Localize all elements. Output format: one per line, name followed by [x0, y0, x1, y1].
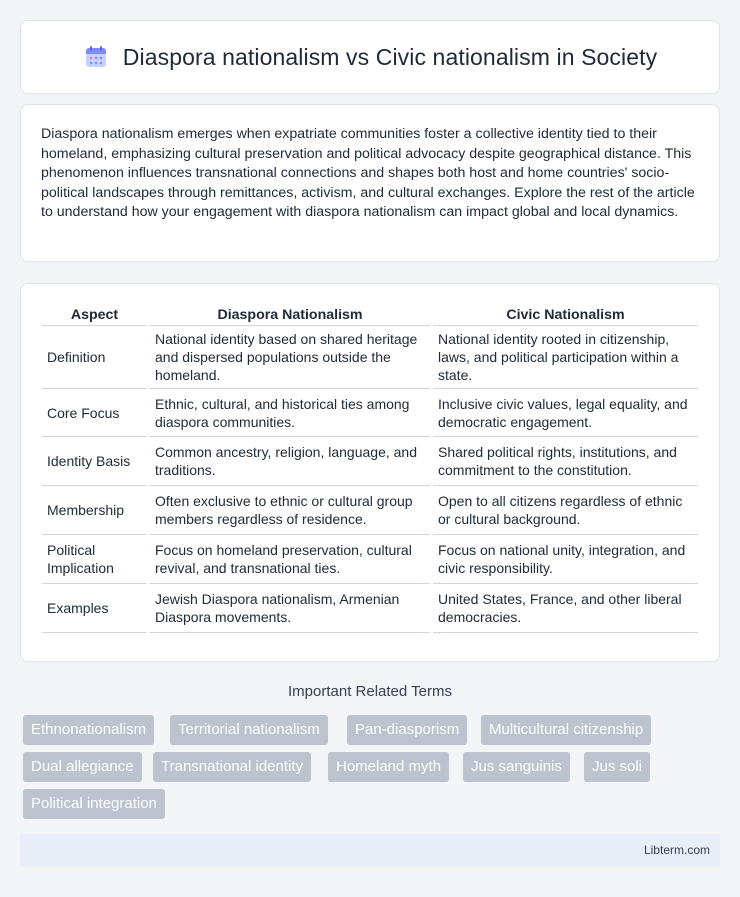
row-diaspora: Focus on homeland preservation, cultural revival, and transnational ties. — [150, 535, 430, 584]
intro-card — [20, 104, 720, 262]
related-term-tag[interactable]: Homeland myth — [328, 752, 449, 782]
footer — [20, 834, 720, 866]
related-term-tag[interactable]: Transnational identity — [153, 752, 311, 782]
table-row — [42, 326, 698, 389]
table-row — [42, 389, 698, 437]
row-civic: Focus on national unity, integration, and civic responsibility. — [433, 535, 698, 584]
intro-text: Diaspora nationalism emerges when expatriate communities foster a collective identity tied to their homeland, emphasizing cultural preservation and political advocacy despite geographical distance. This phenomenon influences transnational connections and shapes both host and home countries' socio-political landscapes through remittances, activism, and cultural exchanges. Explore the rest of the article to understand how your engagement with diaspora nationalism can impact global and local dynamics. — [41, 126, 695, 220]
comparison-table — [39, 302, 701, 633]
header-diaspora: Diaspora Nationalism — [150, 302, 430, 326]
row-civic: Open to all citizens regardless of ethnic or cultural background. — [433, 486, 698, 535]
table-row — [42, 437, 698, 486]
row-civic: United States, France, and other liberal democracies. — [433, 584, 698, 633]
related-terms-title: Important Related Terms — [288, 683, 452, 700]
related-term-tag[interactable]: Pan-diasporism — [347, 715, 467, 745]
related-term-tag[interactable]: Multicultural citizenship — [481, 715, 651, 745]
table-header-row — [42, 302, 698, 326]
header-card — [20, 20, 720, 94]
related-term-tag[interactable]: Jus sanguinis — [463, 752, 570, 782]
row-diaspora: Jewish Diaspora nationalism, Armenian Diaspora movements. — [150, 584, 430, 633]
related-term-tag[interactable]: Ethnonationalism — [23, 715, 154, 745]
related-term-tag[interactable]: Political integration — [23, 789, 165, 819]
row-civic: Inclusive civic values, legal equality, and democratic engagement. — [433, 389, 698, 437]
row-diaspora: Ethnic, cultural, and historical ties among diaspora communities. — [150, 389, 430, 437]
header-civic: Civic Nationalism — [433, 302, 698, 326]
table-row — [42, 486, 698, 535]
row-aspect: Political Implication — [42, 535, 147, 584]
row-aspect: Examples — [42, 584, 147, 633]
related-term-tag[interactable]: Jus soli — [584, 752, 650, 782]
header-aspect: Aspect — [42, 302, 147, 326]
title-wrap — [83, 44, 657, 71]
page-title: Diaspora nationalism vs Civic nationalism in Society — [122, 43, 658, 70]
table-row — [42, 584, 698, 633]
row-diaspora: National identity based on shared heritage and dispersed populations outside the homeland. — [150, 326, 430, 389]
comparison-table-card — [20, 283, 720, 662]
calendar-icon — [83, 44, 109, 70]
row-aspect: Core Focus — [42, 389, 147, 437]
footer-site-link[interactable]: Libterm.com — [643, 843, 710, 857]
row-aspect: Membership — [42, 486, 147, 535]
row-aspect: Identity Basis — [42, 437, 147, 486]
row-diaspora: Common ancestry, religion, language, and traditions. — [150, 437, 430, 486]
row-aspect: Definition — [42, 326, 147, 389]
row-civic: Shared political rights, institutions, and commitment to the constitution. — [433, 437, 698, 486]
related-term-tag[interactable]: Dual allegiance — [23, 752, 142, 782]
row-civic: National identity rooted in citizenship, laws, and political participation within a state. — [433, 326, 698, 389]
table-row — [42, 535, 698, 584]
related-term-tag[interactable]: Territorial nationalism — [170, 715, 328, 745]
row-diaspora: Often exclusive to ethnic or cultural group members regardless of residence. — [150, 486, 430, 535]
